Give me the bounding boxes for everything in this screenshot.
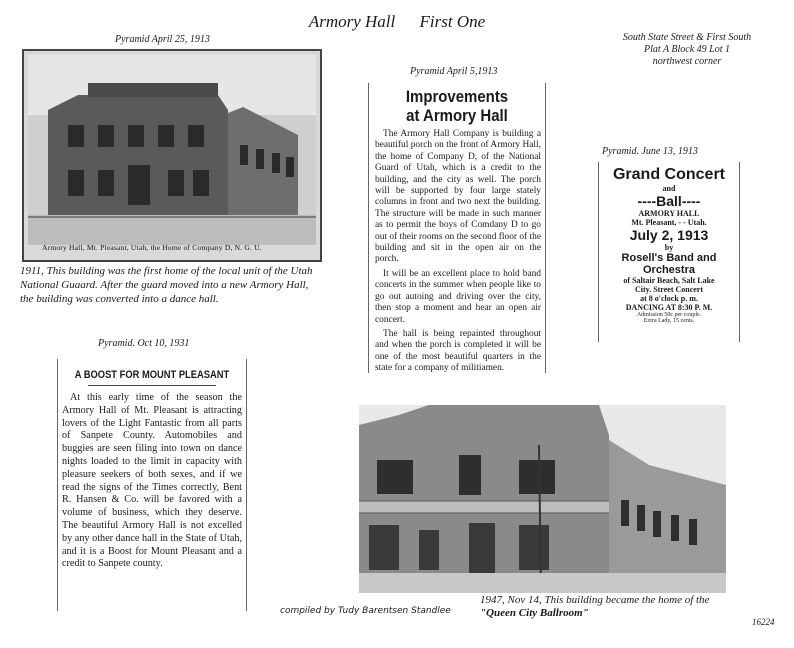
clip-improvements-source: Pyramid April 5,1913 xyxy=(410,66,498,77)
paragraph: The Armory Hall Company is building a beautiful porch on the front of Armory Hall, the home of Company D, of the National Guard of Utah, which is a credit to the building, and the city as well. The porch will be supported by four large stately columns in front and two next the building. The structure will be made in such manner as to permit the boys of Comdany D to go out of their rooms on the second floor of the building and sit in the open air on the porch. xyxy=(375,129,541,265)
clip-boost-headline: A BOOST FOR MOUNT PLEASANT xyxy=(74,369,230,381)
address-line: Plat A Block 49 Lot 1 xyxy=(643,44,730,55)
concert-line: July 2, 1913 xyxy=(629,227,709,243)
photo2-note-text: 1947, Nov 14, This building became the home of the xyxy=(480,594,710,606)
paragraph: It will be an excellent place to hold band concerts in the summer when people like to go out autoing and driving over the city, then stop a moment and hear an open air concert. xyxy=(375,268,541,325)
photo2-note xyxy=(480,594,740,620)
concert-line: and xyxy=(662,184,676,193)
clip-concert-source: Pyramid. June 13, 1913 xyxy=(602,146,698,157)
paragraph: The hall is being repainted throughout and when the porch is completed it will be one of the most beautiful quarters in the state for a company of militiamen. xyxy=(375,328,541,374)
compiled-by: compiled by Tudy Barentsen Standlee xyxy=(280,606,451,616)
clip-improvements-body xyxy=(369,125,545,375)
concert-line: City. Street Concert xyxy=(634,285,704,294)
concert-line: Grand Concert xyxy=(612,166,725,183)
photo1-caption: Armory Hall, Mt. Pleasant, Utah, the Home of Company D, N. G. U. xyxy=(42,243,262,252)
headline-line: Improvements xyxy=(405,87,509,106)
concert-line: Extra Lady, 15 cents. xyxy=(643,318,695,324)
title-sub: First One xyxy=(419,12,486,31)
concert-line: ----Ball---- xyxy=(637,193,701,209)
divider xyxy=(88,385,216,386)
concert-line: DANCING AT 8:30 P. M. xyxy=(625,303,713,312)
clipping-boost xyxy=(57,359,247,611)
concert-line: Orchestra xyxy=(643,264,695,276)
concert-line: of Saltair Beach, Salt Lake xyxy=(623,276,715,285)
page-number: 16224 xyxy=(752,617,775,627)
armory-building-image xyxy=(28,55,316,245)
address-line: northwest corner xyxy=(652,56,722,67)
queen-city-ballroom-photo xyxy=(359,405,726,593)
clipping-improvements xyxy=(368,83,546,373)
concert-line: by xyxy=(664,243,674,252)
headline-line: at Armory Hall xyxy=(406,106,508,125)
address-block xyxy=(612,32,762,68)
concert-line: Admission 50c per couple. xyxy=(636,312,702,318)
photo1-source: Pyramid April 25, 1913 xyxy=(115,34,210,45)
concert-line: Mt. Pleasant, - - Utah. xyxy=(631,218,707,227)
concert-line: at 8 o'clock p. m. xyxy=(640,294,698,303)
title-main: Armory Hall xyxy=(308,12,396,31)
page-title xyxy=(0,12,794,32)
armory-photo-1913 xyxy=(22,49,322,262)
clip-improvements-headline xyxy=(380,83,535,125)
concert-line: ARMORY HALL xyxy=(638,209,700,218)
ballroom-name: "Queen City Ballroom" xyxy=(480,607,589,619)
photo1-note: 1911, This building was the first home of the local unit of the Utah National Guaard. After the guard moved into a new Armory Hall, the building was converted into a dance hall. xyxy=(20,265,313,305)
clip-boost-source: Pyramid. Oct 10, 1931 xyxy=(98,338,190,349)
clipping-concert xyxy=(598,162,740,342)
address-line: South State Street & First South xyxy=(622,32,752,43)
clip-boost-body: At this early time of the season the Armory Hall of Mt. Pleasant is attracting lovers of the Light Fantastic from all parts of Sanpete County. Automobiles and buggies are seen filing into town on dance nights loaded to the limit in capacity with pleasure seekers of both sexes, and if we read the signs of the Times correctly, Bent R. Hansen & Co. will be favored with a volume of business, which they deserve. The beautiful Armory Hall is not excelled by any other dance hall in the State of Utah, and it is a Boost for Mount Pleasant and a credit to Sanpete county. xyxy=(62,392,242,570)
ballroom-building-image xyxy=(359,405,726,593)
concert-line: Rosell's Band and xyxy=(621,252,717,264)
